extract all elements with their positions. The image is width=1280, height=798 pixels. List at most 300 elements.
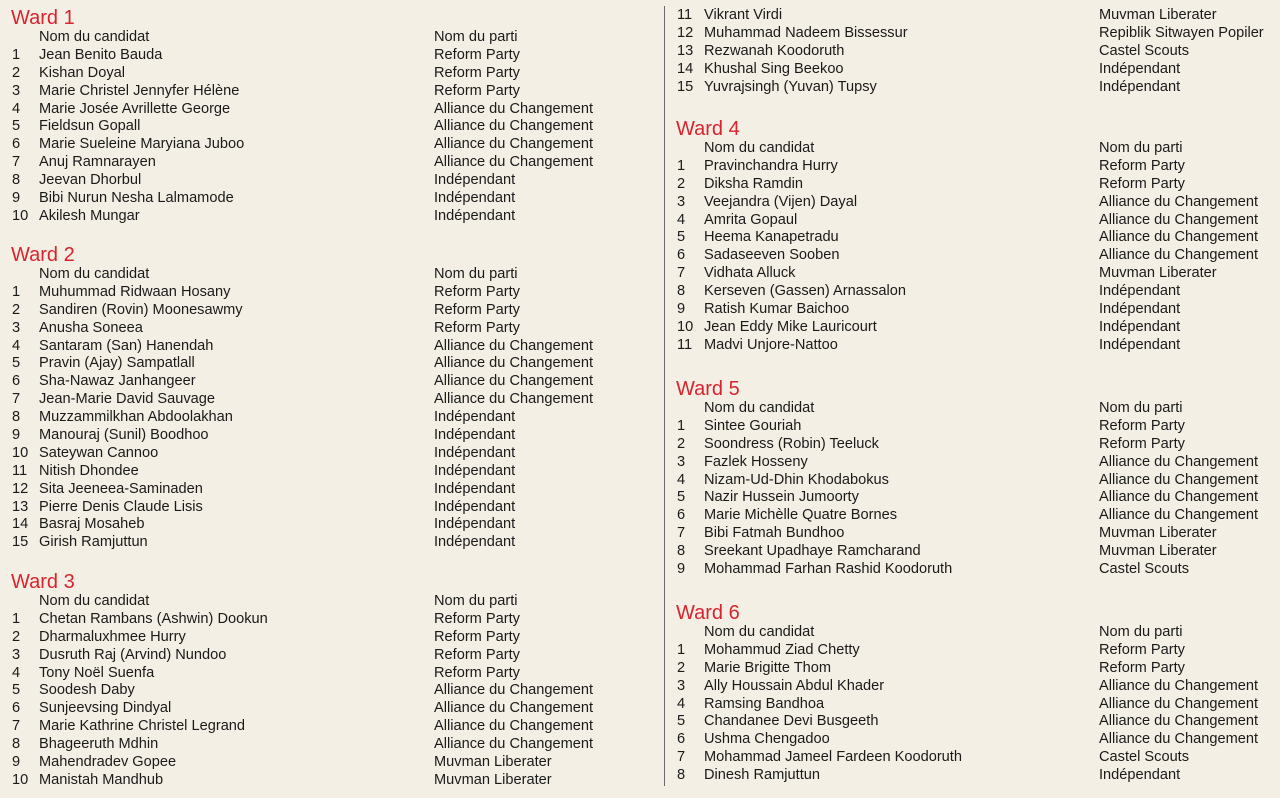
candidate-name: Bhageeruth Mdhin — [39, 736, 159, 753]
candidate-number: 1 — [677, 157, 686, 174]
candidate-row — [0, 101, 660, 119]
candidate-name: Sunjeevsing Dindyal — [39, 700, 172, 717]
candidate-number: 7 — [12, 154, 21, 171]
candidate-list — [0, 284, 660, 552]
candidate-list — [0, 47, 660, 226]
candidate-name: Sreekant Upadhaye Ramcharand — [704, 543, 921, 560]
candidate-name: Mohammud Ziad Chetty — [704, 641, 860, 658]
candidate-number: 7 — [677, 525, 686, 542]
candidate-number: 8 — [12, 172, 21, 189]
candidate-name: Sadaseeven Sooben — [704, 247, 840, 264]
candidate-row — [666, 43, 1280, 61]
candidate-name: Sandiren (Rovin) Moonesawmy — [39, 301, 243, 318]
candidate-number: 10 — [12, 771, 29, 788]
candidate-name: Jean-Marie David Sauvage — [39, 391, 216, 408]
candidate-number: 3 — [677, 193, 686, 210]
candidate-number: 4 — [12, 664, 21, 681]
party-name: Indépendant — [434, 172, 516, 189]
candidate-name: Manistah Mandhub — [39, 771, 164, 788]
party-name: Alliance du Changement — [1099, 471, 1259, 488]
candidate-number: 1 — [12, 46, 21, 63]
candidate-list — [0, 611, 660, 790]
party-name: Indépendant — [1099, 767, 1181, 784]
candidate-number: 5 — [677, 489, 686, 506]
party-name: Indépendant — [434, 190, 516, 207]
candidate-name: Heema Kanapetradu — [704, 229, 839, 246]
candidate-row — [0, 445, 660, 463]
party-name: Alliance du Changement — [1099, 193, 1259, 210]
candidate-row — [0, 338, 660, 356]
candidate-number: 13 — [677, 42, 694, 59]
party-name: Indépendant — [1099, 336, 1181, 353]
candidate-name: Dharmaluxhmee Hurry — [39, 628, 186, 645]
candidate-row — [666, 543, 1280, 561]
party-name: Muvman Liberater — [1099, 525, 1217, 542]
candidate-row — [666, 713, 1280, 731]
candidate-row — [666, 301, 1280, 319]
candidate-number: 9 — [677, 301, 686, 318]
party-name: Alliance du Changement — [434, 136, 594, 153]
candidate-row — [0, 427, 660, 445]
candidate-row — [666, 158, 1280, 176]
column-header-row — [0, 266, 660, 284]
candidate-name: Dinesh Ramjuttun — [704, 767, 820, 784]
candidate-number: 4 — [12, 100, 21, 117]
candidate-name: Muzzammilkhan Abdoolakhan — [39, 409, 233, 426]
candidate-row — [0, 83, 660, 101]
candidate-number: 8 — [677, 543, 686, 560]
party-name: Reform Party — [1099, 175, 1185, 192]
candidate-name: Yuvrajsingh (Yuvan) Tupsy — [704, 78, 877, 95]
candidate-number: 5 — [12, 682, 21, 699]
candidate-number: 3 — [12, 646, 21, 663]
candidate-name: Madvi Unjore-Nattoo — [704, 336, 838, 353]
candidate-name: Kishan Doyal — [39, 64, 125, 81]
party-name: Reform Party — [434, 664, 520, 681]
ward-title: Ward 6 — [676, 602, 740, 624]
candidate-number: 1 — [677, 417, 686, 434]
party-name: Alliance du Changement — [434, 100, 594, 117]
party-name: Alliance du Changement — [434, 373, 594, 390]
candidate-number: 6 — [677, 731, 686, 748]
candidate-name: Vikrant Virdi — [704, 7, 783, 23]
candidate-number: 5 — [677, 229, 686, 246]
candidate-row — [0, 772, 660, 790]
party-name: Alliance du Changement — [1099, 695, 1259, 712]
party-name: Reform Party — [1099, 659, 1185, 676]
party-name: Indépendant — [1099, 301, 1181, 318]
candidate-row — [0, 355, 660, 373]
party-column-header: Nom du parti — [1099, 624, 1183, 640]
candidate-name: Ushma Chengadoo — [704, 731, 830, 748]
ward-3-section — [0, 571, 660, 790]
candidate-name: Chandanee Devi Busgeeth — [704, 713, 879, 730]
candidate-number: 9 — [677, 561, 686, 578]
party-name: Alliance du Changement — [434, 682, 594, 699]
candidate-number: 6 — [12, 136, 21, 153]
party-column-header: Nom du parti — [1099, 400, 1183, 416]
candidate-number: 9 — [12, 754, 21, 771]
ward-6-section — [666, 602, 1280, 785]
ward-title: Ward 2 — [11, 244, 75, 266]
candidate-number: 4 — [677, 471, 686, 488]
party-name: Muvman Liberater — [434, 754, 552, 771]
candidate-name: Marie Michèlle Quatre Bornes — [704, 507, 898, 524]
candidate-column-header: Nom du candidat — [704, 624, 815, 640]
candidate-name: Basraj Mosaheb — [39, 516, 145, 533]
candidate-name: Sateywan Cannoo — [39, 444, 159, 461]
candidate-row — [666, 436, 1280, 454]
candidate-name: Pravin (Ajay) Sampatlall — [39, 355, 195, 372]
candidate-number: 11 — [677, 336, 693, 353]
candidate-number: 2 — [677, 175, 686, 192]
party-name: Alliance du Changement — [434, 718, 594, 735]
candidate-name: Mohammad Jameel Fardeen Koodoruth — [704, 749, 962, 766]
party-name: Muvman Liberater — [1099, 265, 1217, 282]
candidate-name: Mohammad Farhan Rashid Koodoruth — [704, 561, 953, 578]
candidate-number: 1 — [12, 610, 21, 627]
candidate-number: 11 — [677, 7, 693, 23]
party-name: Alliance du Changement — [434, 700, 594, 717]
candidate-number: 7 — [12, 391, 21, 408]
candidate-row — [0, 611, 660, 629]
candidate-number: 15 — [12, 534, 29, 551]
party-name: Alliance du Changement — [434, 118, 594, 135]
candidate-name: Fazlek Hosseny — [704, 453, 808, 470]
candidate-row — [666, 660, 1280, 678]
candidate-name: Nizam-Ud-Dhin Khodabokus — [704, 471, 889, 488]
candidate-number: 2 — [677, 659, 686, 676]
candidate-name: Ally Houssain Abdul Khader — [704, 677, 885, 694]
candidate-number: 15 — [677, 78, 694, 95]
party-column-header: Nom du parti — [1099, 140, 1183, 156]
candidate-row — [0, 373, 660, 391]
candidate-number: 2 — [677, 435, 686, 452]
candidate-number: 3 — [12, 82, 21, 99]
candidate-name: Fieldsun Gopall — [39, 118, 141, 135]
candidate-name: Dusruth Raj (Arvind) Nundoo — [39, 646, 227, 663]
candidate-row — [666, 749, 1280, 767]
party-name: Alliance du Changement — [1099, 489, 1259, 506]
candidate-number: 14 — [12, 516, 29, 533]
candidate-row — [0, 754, 660, 772]
candidate-number: 3 — [677, 453, 686, 470]
candidate-row — [0, 208, 660, 226]
candidate-name: Marie Christel Jennyfer Hélène — [39, 82, 240, 99]
ward-title: Ward 1 — [11, 7, 75, 29]
candidate-name: Tony Noël Suenfa — [39, 664, 155, 681]
candidate-row — [0, 118, 660, 136]
column-header-row — [0, 593, 660, 611]
party-name: Reform Party — [434, 610, 520, 627]
party-name: Muvman Liberater — [1099, 7, 1217, 23]
candidate-number: 5 — [12, 355, 21, 372]
candidate-number: 6 — [677, 247, 686, 264]
candidate-name: Nitish Dhondee — [39, 462, 139, 479]
candidate-row — [0, 629, 660, 647]
candidate-row — [0, 302, 660, 320]
candidate-row — [666, 247, 1280, 265]
candidate-name: Diksha Ramdin — [704, 175, 803, 192]
candidate-number: 4 — [677, 211, 686, 228]
party-name: Reform Party — [1099, 435, 1185, 452]
candidate-row — [0, 647, 660, 665]
candidate-list — [666, 418, 1280, 579]
candidate-list — [666, 7, 1280, 96]
party-name: Reform Party — [1099, 417, 1185, 434]
candidate-column-header: Nom du candidat — [39, 266, 150, 282]
party-name: Reform Party — [434, 64, 520, 81]
party-name: Reform Party — [434, 301, 520, 318]
candidate-row — [0, 534, 660, 552]
candidate-name: Marie Kathrine Christel Legrand — [39, 718, 246, 735]
party-name: Indépendant — [434, 498, 516, 515]
candidate-row — [666, 265, 1280, 283]
candidate-name: Amrita Gopaul — [704, 211, 798, 228]
ward-1-section — [0, 7, 660, 226]
party-name: Reform Party — [434, 283, 520, 300]
candidate-number: 9 — [12, 190, 21, 207]
candidate-row — [666, 642, 1280, 660]
candidate-row — [666, 25, 1280, 43]
candidate-number: 3 — [677, 677, 686, 694]
party-name: Alliance du Changement — [434, 337, 594, 354]
party-name: Indépendant — [434, 207, 516, 224]
candidate-name: Rezwanah Koodoruth — [704, 42, 845, 59]
candidate-name: Bibi Nurun Nesha Lalmamode — [39, 190, 234, 207]
party-name: Indépendant — [434, 462, 516, 479]
ward-title: Ward 4 — [676, 118, 740, 140]
candidate-number: 2 — [12, 301, 21, 318]
candidate-row — [0, 665, 660, 683]
candidate-name: Soodesh Daby — [39, 682, 135, 699]
party-name: Alliance du Changement — [1099, 713, 1259, 730]
candidate-number: 11 — [12, 462, 28, 479]
candidate-column-header: Nom du candidat — [704, 400, 815, 416]
candidate-number: 2 — [12, 64, 21, 81]
party-name: Alliance du Changement — [434, 355, 594, 372]
candidate-number: 13 — [12, 498, 29, 515]
party-name: Reform Party — [434, 319, 520, 336]
candidate-row — [666, 283, 1280, 301]
candidate-row — [0, 463, 660, 481]
candidate-row — [0, 190, 660, 208]
candidate-name: Sita Jeeneea-Saminaden — [39, 480, 203, 497]
candidate-row — [0, 736, 660, 754]
candidate-name: Manouraj (Sunil) Boodhoo — [39, 427, 209, 444]
candidate-row — [666, 507, 1280, 525]
candidate-row — [666, 454, 1280, 472]
candidate-name: Vidhata Alluck — [704, 265, 796, 282]
party-name: Alliance du Changement — [1099, 507, 1259, 524]
ward-title: Ward 3 — [11, 571, 75, 593]
party-name: Reform Party — [434, 646, 520, 663]
candidate-name: Ramsing Bandhoa — [704, 695, 825, 712]
candidate-name: Santaram (San) Hanendah — [39, 337, 214, 354]
party-name: Indépendant — [434, 534, 516, 551]
candidate-row — [666, 212, 1280, 230]
party-name: Reform Party — [1099, 641, 1185, 658]
party-name: Muvman Liberater — [1099, 543, 1217, 560]
candidate-row — [666, 489, 1280, 507]
party-name: Castel Scouts — [1099, 42, 1190, 59]
candidate-number: 8 — [677, 283, 686, 300]
candidate-row — [666, 79, 1280, 97]
candidate-name: Marie Josée Avrillette George — [39, 100, 231, 117]
party-name: Alliance du Changement — [434, 391, 594, 408]
candidate-number: 7 — [12, 718, 21, 735]
candidate-number: 10 — [677, 318, 694, 335]
candidate-number: 3 — [12, 319, 21, 336]
party-name: Indépendant — [1099, 60, 1181, 77]
ward-3-continued-section — [666, 7, 1280, 96]
party-name: Alliance du Changement — [1099, 229, 1259, 246]
candidate-name: Sha-Nawaz Janhangeer — [39, 373, 196, 390]
party-name: Indépendant — [434, 444, 516, 461]
party-name: Castel Scouts — [1099, 749, 1190, 766]
candidate-number: 4 — [677, 695, 686, 712]
candidate-number: 2 — [12, 628, 21, 645]
party-column-header: Nom du parti — [434, 29, 518, 45]
candidate-name: Anuj Ramnarayen — [39, 154, 156, 171]
party-name: Reform Party — [434, 82, 520, 99]
candidate-list — [666, 158, 1280, 355]
candidate-column-header: Nom du candidat — [39, 29, 150, 45]
candidate-row — [666, 472, 1280, 490]
party-name: Alliance du Changement — [1099, 731, 1259, 748]
column-divider — [664, 6, 665, 786]
party-name: Alliance du Changement — [1099, 677, 1259, 694]
candidate-row — [0, 700, 660, 718]
candidate-number: 7 — [677, 749, 686, 766]
candidate-row — [666, 678, 1280, 696]
candidate-list — [666, 642, 1280, 785]
candidate-name: Ratish Kumar Baichoo — [704, 301, 850, 318]
party-name: Indépendant — [1099, 283, 1181, 300]
candidate-name: Akilesh Mungar — [39, 207, 140, 224]
party-column-header: Nom du parti — [434, 593, 518, 609]
party-name: Alliance du Changement — [1099, 453, 1259, 470]
party-name: Reform Party — [434, 628, 520, 645]
party-name: Indépendant — [434, 516, 516, 533]
candidate-name: Muhummad Ridwaan Hosany — [39, 283, 231, 300]
candidate-name: Chetan Rambans (Ashwin) Dookun — [39, 610, 268, 627]
candidate-number: 1 — [12, 283, 21, 300]
party-name: Indépendant — [1099, 318, 1181, 335]
candidate-name: Marie Sueleine Maryiana Juboo — [39, 136, 245, 153]
candidate-row — [0, 284, 660, 302]
candidate-row — [666, 767, 1280, 785]
party-name: Alliance du Changement — [434, 154, 594, 171]
party-name: Indépendant — [434, 427, 516, 444]
candidate-name: Jeevan Dhorbul — [39, 172, 142, 189]
candidate-name: Pravinchandra Hurry — [704, 157, 838, 174]
candidate-column-header: Nom du candidat — [704, 140, 815, 156]
candidate-name: Marie Brigitte Thom — [704, 659, 832, 676]
candidate-number: 6 — [12, 373, 21, 390]
candidate-name: Nazir Hussein Jumoorty — [704, 489, 859, 506]
candidate-row — [666, 229, 1280, 247]
candidate-row — [0, 136, 660, 154]
ward-5-section — [666, 378, 1280, 579]
party-name: Reform Party — [1099, 157, 1185, 174]
candidate-name: Jean Eddy Mike Lauricourt — [704, 318, 877, 335]
candidate-row — [666, 561, 1280, 579]
candidate-number: 8 — [12, 409, 21, 426]
candidate-name: Girish Ramjuttun — [39, 534, 148, 551]
party-name: Indépendant — [1099, 78, 1181, 95]
candidate-row — [666, 418, 1280, 436]
candidate-row — [0, 154, 660, 172]
party-name: Alliance du Changement — [1099, 211, 1259, 228]
candidate-row — [0, 172, 660, 190]
candidate-row — [666, 61, 1280, 79]
ward-2-section — [0, 244, 660, 552]
candidate-number: 6 — [677, 507, 686, 524]
candidate-name: Veejandra (Vijen) Dayal — [704, 193, 858, 210]
party-name: Repiblik Sitwayen Popiler — [1099, 24, 1264, 41]
candidate-number: 9 — [12, 427, 21, 444]
candidate-row — [666, 319, 1280, 337]
party-column-header: Nom du parti — [434, 266, 518, 282]
candidate-number: 5 — [12, 118, 21, 135]
candidate-row — [0, 47, 660, 65]
party-name: Indépendant — [434, 409, 516, 426]
candidate-number: 12 — [677, 24, 694, 41]
candidate-number: 5 — [677, 713, 686, 730]
ward-title: Ward 5 — [676, 378, 740, 400]
column-header-row — [0, 29, 660, 47]
candidate-number: 1 — [677, 641, 686, 658]
party-name: Indépendant — [434, 480, 516, 497]
candidate-row — [666, 731, 1280, 749]
column-header-row — [666, 400, 1280, 418]
party-name: Alliance du Changement — [1099, 247, 1259, 264]
candidate-row — [666, 194, 1280, 212]
candidate-column-header: Nom du candidat — [39, 593, 150, 609]
candidate-row — [666, 337, 1280, 355]
candidate-row — [666, 696, 1280, 714]
candidate-row — [666, 176, 1280, 194]
candidate-number: 6 — [12, 700, 21, 717]
candidate-row — [0, 516, 660, 534]
party-name: Reform Party — [434, 46, 520, 63]
party-name: Castel Scouts — [1099, 561, 1190, 578]
candidate-name: Sintee Gouriah — [704, 417, 802, 434]
candidate-name: Muhammad Nadeem Bissessur — [704, 24, 908, 41]
candidate-name: Bibi Fatmah Bundhoo — [704, 525, 845, 542]
candidate-row — [0, 391, 660, 409]
candidate-name: Khushal Sing Beekoo — [704, 60, 844, 77]
candidate-row — [0, 718, 660, 736]
candidate-name: Jean Benito Bauda — [39, 46, 163, 63]
candidate-row — [666, 7, 1280, 25]
column-header-row — [666, 624, 1280, 642]
candidate-name: Anusha Soneea — [39, 319, 143, 336]
candidate-number: 10 — [12, 444, 29, 461]
candidate-name: Kerseven (Gassen) Arnassalon — [704, 283, 906, 300]
ward-4-section — [666, 118, 1280, 355]
candidate-name: Soondress (Robin) Teeluck — [704, 435, 879, 452]
candidate-row — [0, 320, 660, 338]
candidate-number: 14 — [677, 60, 694, 77]
candidate-row — [666, 525, 1280, 543]
candidate-name: Pierre Denis Claude Lisis — [39, 498, 203, 515]
candidate-number: 12 — [12, 480, 29, 497]
candidate-row — [0, 481, 660, 499]
candidate-number: 7 — [677, 265, 686, 282]
candidate-number: 8 — [12, 736, 21, 753]
